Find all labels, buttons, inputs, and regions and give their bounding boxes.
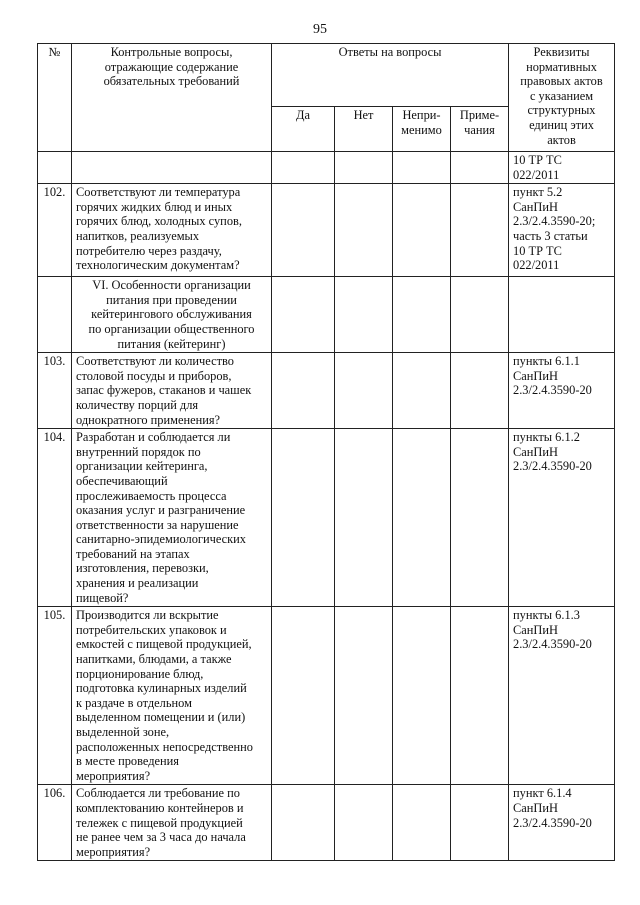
row-reference: пункт 5.2 СанПиН 2.3/2.4.3590-20; часть 3 статьи 10 ТР ТС 022/2011 <box>509 184 615 277</box>
answer-no-cell <box>335 277 393 353</box>
row-number: 103. <box>38 353 72 429</box>
row-reference: пункт 6.1.4 СанПиН 2.3/2.4.3590-20 <box>509 785 615 861</box>
answer-yes-cell <box>272 277 335 353</box>
answer-yes-cell[interactable] <box>272 429 335 607</box>
row-number: 102. <box>38 184 72 277</box>
answer-notes-cell[interactable] <box>451 785 509 861</box>
table-row-continuation <box>38 152 615 184</box>
row-reference: 10 ТР ТС 022/2011 <box>509 152 615 184</box>
answer-no-cell[interactable] <box>335 152 393 184</box>
header-yes: Да <box>272 107 335 152</box>
row-reference: пункты 6.1.3 СанПиН 2.3/2.4.3590-20 <box>509 607 615 785</box>
row-question: Соблюдается ли требование по комплектованию контейнеров и тележек с пищевой продукцией не ранее чем за 3 часа до начала мероприятия? <box>72 785 272 861</box>
row-question: Производится ли вскрытие потребительских упаковок и емкостей с пищевой продукцией, напитками, блюдами, а также порционирование блюд, подготовка кулинарных изделий к раздаче в отдельном выделенном помещении и (или) выделенной зоне, расположенных непосредственно в месте проведения мероприятия? <box>72 607 272 785</box>
row-question <box>72 152 272 184</box>
row-reference: пункты 6.1.2 СанПиН 2.3/2.4.3590-20 <box>509 429 615 607</box>
answer-notes-cell[interactable] <box>451 353 509 429</box>
section-heading-row <box>38 277 615 353</box>
table-row <box>38 353 615 429</box>
answer-notes-cell[interactable] <box>451 429 509 607</box>
header-questions: Контрольные вопросы, отражающие содержание обязательных требований <box>72 44 272 152</box>
answer-yes-cell[interactable] <box>272 785 335 861</box>
header-answers: Ответы на вопросы <box>272 44 509 107</box>
page-number: 95 <box>313 22 327 37</box>
row-number: 105. <box>38 607 72 785</box>
answer-not-applicable-cell[interactable] <box>393 353 451 429</box>
table-row <box>38 429 615 607</box>
answer-yes-cell[interactable] <box>272 353 335 429</box>
answer-yes-cell[interactable] <box>272 607 335 785</box>
row-number: 104. <box>38 429 72 607</box>
row-reference <box>509 277 615 353</box>
answer-not-applicable-cell <box>393 277 451 353</box>
answer-not-applicable-cell[interactable] <box>393 607 451 785</box>
row-reference: пункты 6.1.1 СанПиН 2.3/2.4.3590-20 <box>509 353 615 429</box>
answer-notes-cell <box>451 277 509 353</box>
answer-no-cell[interactable] <box>335 607 393 785</box>
answer-notes-cell[interactable] <box>451 184 509 277</box>
answer-not-applicable-cell[interactable] <box>393 152 451 184</box>
row-number <box>38 152 72 184</box>
answer-notes-cell[interactable] <box>451 607 509 785</box>
answer-not-applicable-cell[interactable] <box>393 429 451 607</box>
row-number <box>38 277 72 353</box>
answer-yes-cell[interactable] <box>272 184 335 277</box>
row-number: 106. <box>38 785 72 861</box>
header-not-applicable: Непри- менимо <box>393 107 451 152</box>
header-num: № <box>38 44 72 152</box>
table-row <box>38 607 615 785</box>
section-heading: VI. Особенности организации питания при проведении кейтерингового обслуживания по организации общественного питания (кейтеринг) <box>72 277 272 353</box>
answer-no-cell[interactable] <box>335 429 393 607</box>
row-question: Соответствуют ли температура горячих жидких блюд и иных горячих блюд, холодных супов, напитков, реализуемых потребителю через раздачу, технологическим документам? <box>72 184 272 277</box>
row-question: Разработан и соблюдается ли внутренний порядок по организации кейтеринга, обеспечивающий прослеживаемость процесса оказания услуг и разграничение ответственности за нарушение санитарно-эпидемиологических требований на этапах изготовления, перевозки, хранения и реализации пищевой? <box>72 429 272 607</box>
header-notes: Приме- чания <box>451 107 509 152</box>
answer-yes-cell[interactable] <box>272 152 335 184</box>
table-row <box>38 184 615 277</box>
header-row-top <box>38 44 615 107</box>
checklist-table <box>37 43 615 861</box>
answer-notes-cell[interactable] <box>451 152 509 184</box>
answer-no-cell[interactable] <box>335 353 393 429</box>
answer-no-cell[interactable] <box>335 184 393 277</box>
header-no: Нет <box>335 107 393 152</box>
table-row <box>38 785 615 861</box>
answer-not-applicable-cell[interactable] <box>393 785 451 861</box>
row-question: Соответствуют ли количество столовой посуды и приборов, запас фужеров, стаканов и чашек количеству порций для однократного применения? <box>72 353 272 429</box>
header-requisites: Реквизиты нормативных правовых актов с указанием структурных единиц этих актов <box>509 44 615 152</box>
answer-not-applicable-cell[interactable] <box>393 184 451 277</box>
answer-no-cell[interactable] <box>335 785 393 861</box>
